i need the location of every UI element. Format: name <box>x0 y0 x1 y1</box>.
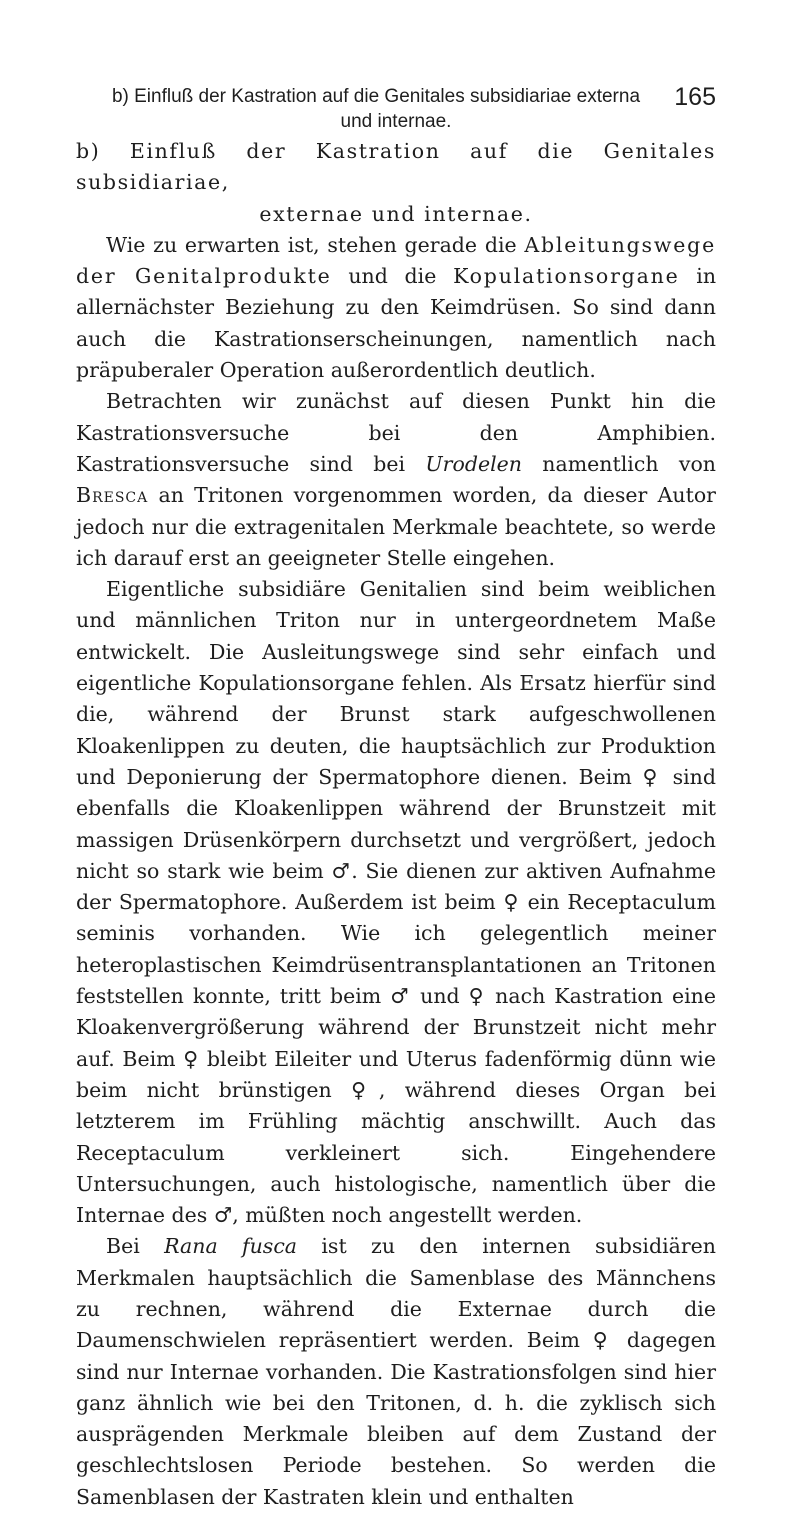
running-head <box>76 84 716 134</box>
paragraph-4 <box>76 1231 716 1513</box>
section-heading <box>76 136 716 230</box>
paragraph-3: Eigentliche subsidiäre Genitalien sind beim weiblichen und männlichen Triton nur in untergeordnetem Maße entwickelt. Die Ausleitungswege sind sehr einfach und eigentliche Kopulationsorgane fehlen. Als Ersatz hierfür sind die, während der Brunst stark aufgeschwollenen Kloakenlippen zu deuten, die hauptsächlich zur Produktion und Deponierung der Spermatophore dienen. Beim ♀ sind ebenfalls die Kloakenlippen während der Brunstzeit mit massigen Drüsenkörpern durchsetzt und vergrößert, jedoch nicht so stark wie beim ♂. Sie dienen zur aktiven Aufnahme der Spermatophore. Außerdem ist beim ♀ ein Receptaculum seminis vorhanden. Wie ich gelegentlich meiner heteroplastischen Keimdrüsentransplantationen an Tritonen feststellen konnte, tritt beim ♂ und ♀ nach Kastration eine Kloakenvergrößerung während der Brunstzeit nicht mehr auf. Beim ♀ bleibt Eileiter und Uterus fadenförmig dünn wie beim nicht brünstigen ♀, während dieses Organ bei letzterem im Frühling mächtig anschwillt. Auch das Receptaculum verkleinert sich. Eingehendere Untersuchungen, auch histologische, namentlich über die Internae des ♂, müßten noch angestellt werden. <box>76 577 716 1228</box>
running-head-line-1 <box>76 84 716 110</box>
page-body <box>76 136 716 1513</box>
italic-urodelen: Urodelen <box>425 451 522 476</box>
paragraph-1-text-c: in allernächster Beziehung zu den Keimdrüsen. So sind dann auch die Kastrationserscheinungen, namentlich nach präpuberaler Operation außerordentlich deutlich. <box>76 264 717 383</box>
paragraph-4-text-b: ist zu den internen subsidiären Merkmalen hauptsächlich die Samenblase des Männchens zu rechnen, während die Externae durch die Daumenschwielen repräsentiert werden. Beim ♀ dagegen sind nur Internae vorhanden. Die Kastrationsfolgen sind hier ganz ähnlich wie bei den Tritonen, d. h. die zyklisch sich ausprägenden Merkmale bleiben auf dem Zustand der geschlechtslosen Periode bestehen. So werden die Samenblasen der Kastraten klein und enthalten <box>76 1234 716 1509</box>
paragraph-2 <box>76 386 716 574</box>
section-heading-line-1: b) Einfluß der Kastration auf die Genitales subsidiariae, <box>76 139 716 195</box>
paragraph-1-text-b: und die <box>331 264 454 289</box>
running-head-title: b) Einfluß der Kastration auf die Genitales subsidiariae externa <box>111 86 641 107</box>
emphasis-ableitungswege: Ableitungswege der Genitalprodukte <box>76 232 716 289</box>
paragraph-1 <box>76 230 716 386</box>
paragraph-2-text-a: Betrachten wir zunächst auf diesen Punkt hin die Kastrationsversuche bei den Amphibien. Kastrationsversuche sind bei <box>76 389 716 476</box>
paragraph-2-text-b: namentlich von <box>521 451 716 476</box>
running-head-line-2: und internae. <box>340 111 452 132</box>
page-number: 165 <box>674 83 716 111</box>
emphasis-kopulationsorgane: Kopulationsorgane <box>453 264 680 289</box>
section-heading-line-2: externae und internae. <box>259 201 533 226</box>
paragraph-2-text-c: an Tritonen vorgenommen worden, da dieser Autor jedoch nur die extragenitalen Merkmale beachtete, so werde ich darauf erst an geeigneter Stelle eingehen. <box>76 483 716 570</box>
author-bresca: Bresca <box>76 483 149 508</box>
italic-rana-fusca: Rana fusca <box>164 1234 298 1259</box>
paragraph-1-text-a: Wie zu erwarten ist, stehen gerade die <box>106 232 525 257</box>
paragraph-4-text-a: Bei <box>106 1234 165 1259</box>
